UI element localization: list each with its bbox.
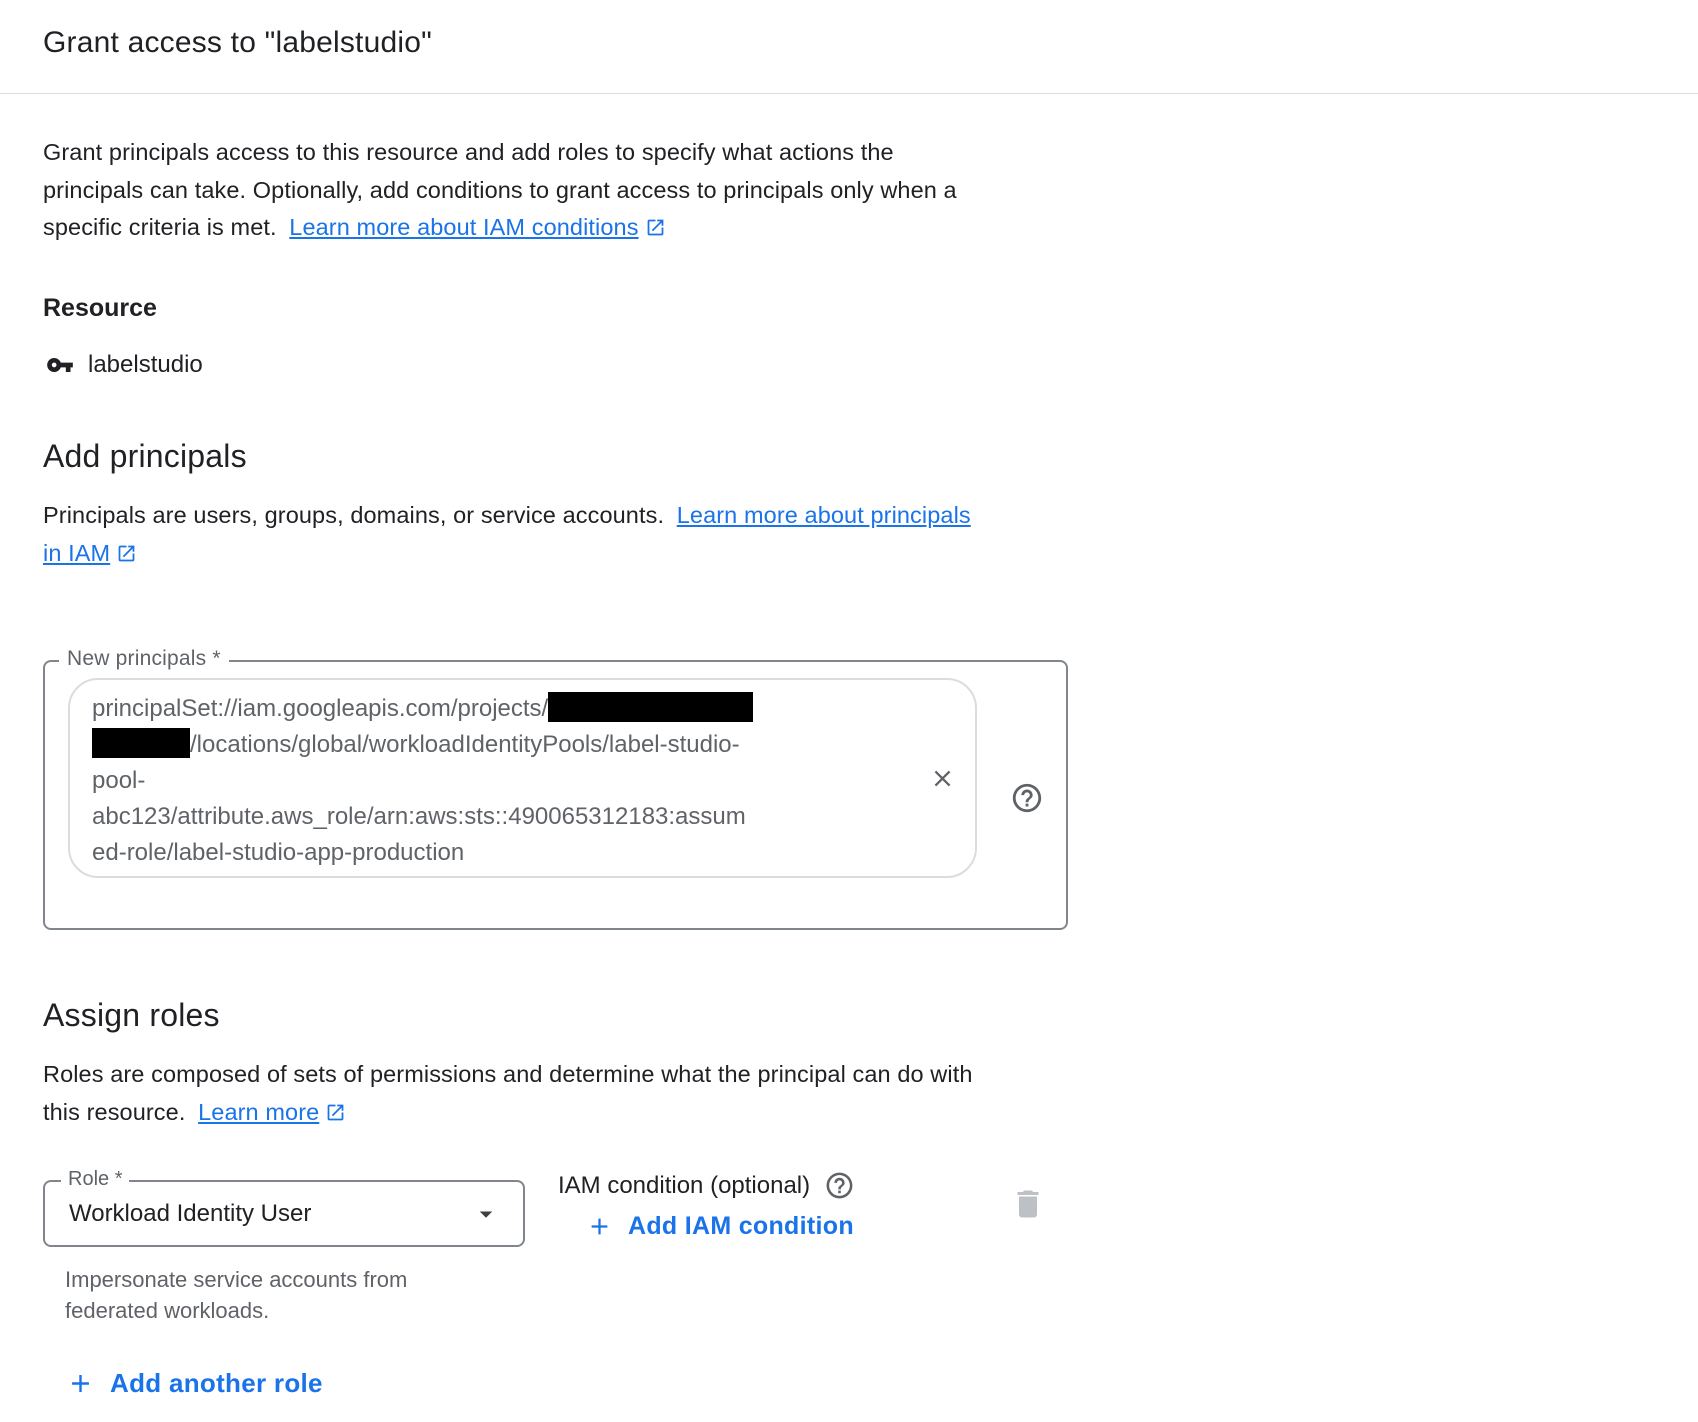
- resource-heading: Resource: [43, 294, 157, 322]
- assign-roles-heading: Assign roles: [43, 997, 220, 1033]
- iam-condition-label: IAM condition (optional): [558, 1171, 811, 1199]
- header-divider: [0, 93, 1698, 94]
- principal-chip-line: abc123/attribute.aws_role/arn:aws:sts::490065312183:assum: [92, 803, 746, 830]
- role-label: Role *: [61, 1168, 129, 1191]
- intro-text: Grant principals access to this resource and add roles to specify what actions the principals can take. Optionally, add conditions to grant access to principals only when a specific criteria is met.: [43, 139, 957, 240]
- help-icon: [824, 1170, 855, 1201]
- principal-chip-text: [70, 680, 909, 876]
- page-title: Grant access to "labelstudio": [43, 26, 432, 59]
- key-icon: [46, 351, 74, 379]
- principal-chip-line: /locations/global/workloadIdentityPools/label-studio-: [92, 727, 909, 763]
- redaction-box: [548, 692, 753, 722]
- learn-more-iam-conditions-link[interactable]: Learn more about IAM conditions: [289, 214, 665, 240]
- trash-icon: [1010, 1186, 1046, 1222]
- help-icon: [1010, 781, 1044, 815]
- add-another-role-button[interactable]: Add another role: [66, 1368, 323, 1399]
- chevron-down-icon: [471, 1199, 501, 1229]
- principal-chip: [68, 678, 977, 878]
- new-principals-field[interactable]: [43, 647, 1068, 930]
- external-link-icon: [116, 543, 137, 564]
- delete-role-button[interactable]: [1010, 1186, 1046, 1225]
- principals-description: Principals are users, groups, domains, or service accounts. Learn more about principals in IAM: [43, 502, 971, 566]
- resource-row: [46, 351, 203, 379]
- principal-chip-line: ed-role/label-studio-app-production: [92, 839, 465, 866]
- role-select[interactable]: [43, 1168, 525, 1247]
- intro-paragraph: [43, 134, 993, 247]
- principal-chip-line: pool-: [92, 767, 146, 794]
- principals-help-button[interactable]: [1010, 781, 1044, 815]
- add-principals-heading: Add principals: [43, 438, 247, 474]
- close-icon: [929, 765, 956, 792]
- roles-description: Roles are composed of sets of permissions and determine what the principal can do with this resource. Learn more: [43, 1061, 973, 1125]
- new-principals-label: New principals *: [59, 647, 229, 671]
- learn-more-principals-link[interactable]: Learn more about principals in IAM: [43, 502, 971, 566]
- plus-icon: [586, 1213, 613, 1240]
- role-helper-text: Impersonate service accounts from federated workloads.: [65, 1267, 408, 1323]
- external-link-icon: [325, 1102, 346, 1123]
- external-link-icon: [645, 217, 666, 238]
- resource-name: labelstudio: [88, 351, 203, 378]
- learn-more-roles-link[interactable]: Learn more: [198, 1099, 346, 1125]
- remove-principal-button[interactable]: [909, 680, 975, 876]
- principal-chip-line: principalSet://iam.googleapis.com/projects/: [92, 691, 909, 727]
- iam-condition-label-row: [558, 1170, 855, 1201]
- role-selected-value: Workload Identity User: [69, 1199, 312, 1227]
- plus-icon: [66, 1369, 95, 1398]
- add-iam-condition-button[interactable]: Add IAM condition: [586, 1212, 854, 1241]
- iam-condition-help-button[interactable]: [824, 1170, 855, 1201]
- redaction-box: [92, 728, 190, 758]
